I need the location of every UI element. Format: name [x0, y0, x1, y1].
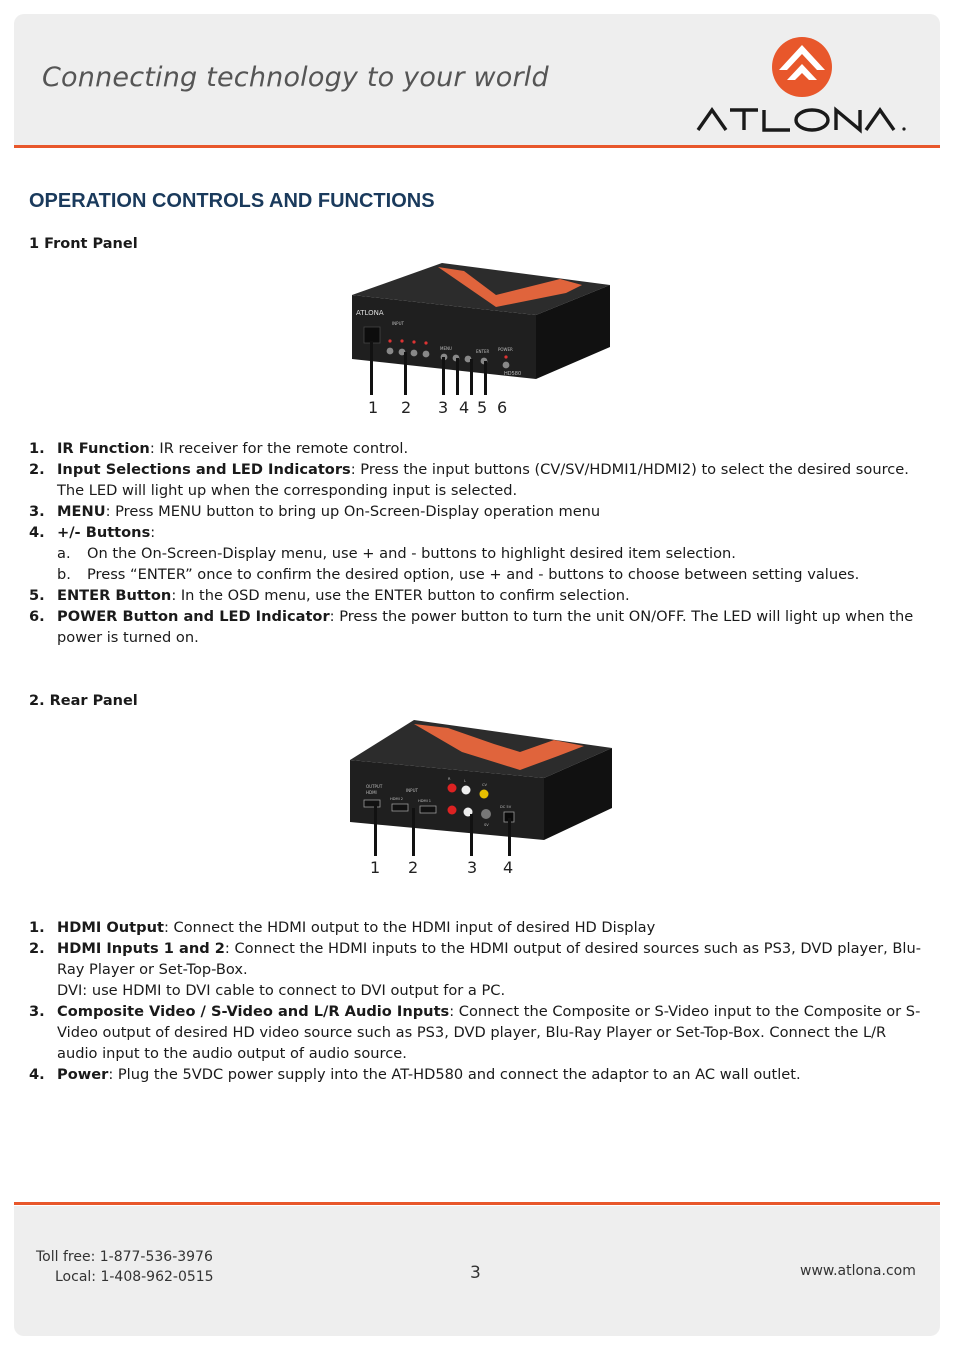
- list-item: [29, 522, 929, 585]
- list-item: [29, 938, 929, 1001]
- list-item: [29, 1001, 929, 1064]
- page-number: 3: [470, 1263, 481, 1283]
- list-text: : Connect the HDMI inputs to the HDMI output of desired sources such as PS3, DVD player, Blu-Ray Player or Set-Top-Box.: [57, 940, 921, 978]
- footer-toll-free: Toll free: 1-877-536-3976: [36, 1249, 213, 1265]
- rear-input-label: INPUT: [406, 788, 418, 793]
- list-term: HDMI Inputs 1 and 2: [57, 940, 225, 957]
- front-callout-2: 2: [401, 398, 412, 417]
- list-item: [29, 917, 929, 938]
- list-number: 1.: [29, 440, 45, 457]
- list-text: : Press MENU button to bring up On-Screen-Display operation menu: [105, 503, 601, 520]
- list-term: HDMI Output: [57, 919, 164, 936]
- list-term: Power: [57, 1066, 109, 1083]
- rear-callout-4: 4: [503, 858, 514, 877]
- list-number: 3.: [29, 1003, 45, 1020]
- rear-hdmi-label: HDMI: [366, 790, 377, 795]
- rear-panel-image: [344, 712, 616, 876]
- list-text: : Connect the Composite or S-Video input to the Composite or S-Video output of desired HD video source such as PS3, DVD player, Blu-Ray Player or Set-Top-Box. Connect the L/R audio input to the audio output of audio source.: [57, 1003, 921, 1062]
- rear-hdmi2-label: HDMI 2: [390, 797, 404, 801]
- list-term: +/- Buttons: [57, 524, 151, 541]
- list-item: [29, 1064, 929, 1085]
- list-term: MENU: [57, 503, 106, 520]
- list-number: 1.: [29, 919, 45, 936]
- rear-hdmi1-label: HDMI 1: [418, 799, 432, 803]
- rear-l-label: L: [464, 779, 467, 783]
- front-callout-1: 1: [368, 398, 379, 417]
- rear-cv-label: CV: [482, 783, 487, 787]
- list-term: Composite Video / S-Video and L/R Audio Inputs: [57, 1003, 450, 1020]
- list-item: [29, 585, 929, 606]
- sub-text: On the On-Screen-Display menu, use + and - buttons to highlight desired item selection.: [87, 545, 736, 562]
- list-item: [29, 501, 929, 522]
- device-menu-label: MENU: [440, 346, 452, 351]
- front-callout-3: 3: [438, 398, 449, 417]
- front-panel-title: 1 Front Panel: [29, 236, 138, 252]
- atlona-logo-icon: [770, 36, 834, 98]
- list-term: IR Function: [57, 440, 150, 457]
- rear-dc-label: DC 5V: [500, 805, 512, 809]
- rear-r-label: R: [448, 777, 451, 781]
- sub-letter: b.: [57, 566, 71, 583]
- list-number: 4.: [29, 524, 45, 541]
- list-number: 2.: [29, 940, 45, 957]
- list-extra-text: DVI: use HDMI to DVI cable to connect to DVI output for a PC.: [57, 982, 506, 999]
- list-number: 3.: [29, 503, 45, 520]
- list-item: [29, 606, 929, 648]
- list-text: : Connect the HDMI output to the HDMI input of desired HD Display: [163, 919, 656, 936]
- list-number: 5.: [29, 587, 45, 604]
- footer-website-link[interactable]: www.atlona.com: [800, 1263, 916, 1279]
- device-enter-label: ENTER: [476, 349, 490, 354]
- device-brand-text: ATLONA: [356, 309, 384, 317]
- front-callout-6: 6: [497, 398, 508, 417]
- footer-divider: [14, 1202, 940, 1205]
- footer-local-phone: Local: 1-408-962-0515: [55, 1269, 214, 1285]
- rear-callout-2: 2: [408, 858, 419, 877]
- sub-letter: a.: [57, 545, 71, 562]
- sub-list-item: [57, 543, 929, 564]
- rear-panel-title: 2. Rear Panel: [29, 693, 138, 709]
- list-term: ENTER Button: [57, 587, 172, 604]
- rear-callout-1: 1: [370, 858, 381, 877]
- list-term: Input Selections and LED Indicators: [57, 461, 351, 478]
- header-tagline: Connecting technology to your world: [42, 62, 549, 93]
- rear-sv-label: SV: [484, 823, 489, 827]
- front-panel-image: [346, 255, 616, 415]
- list-number: 2.: [29, 461, 45, 478]
- rear-panel-list: [29, 917, 929, 1085]
- list-term: POWER Button and LED Indicator: [57, 608, 330, 625]
- header-divider: [14, 145, 940, 148]
- rear-callout-3: 3: [467, 858, 478, 877]
- list-text: : Plug the 5VDC power supply into the AT-HD580 and connect the adaptor to an AC wall outlet.: [108, 1066, 801, 1083]
- section-title: OPERATION CONTROLS AND FUNCTIONS: [29, 190, 435, 212]
- sub-text: Press “ENTER” once to confirm the desired option, use + and - buttons to choose between setting values.: [87, 566, 860, 583]
- rear-output-label: OUTPUT: [366, 784, 383, 789]
- list-text: :: [150, 524, 156, 541]
- list-text: : IR receiver for the remote control.: [149, 440, 409, 457]
- list-number: 4.: [29, 1066, 45, 1083]
- device-power-label: POWER: [498, 347, 513, 352]
- front-callout-5: 5: [477, 398, 488, 417]
- list-text: : Press the input buttons (CV/SV/HDMI1/HDMI2) to select the desired source. The LED will light up when the corresponding input is selected.: [57, 461, 909, 499]
- device-model-label: HD580: [504, 371, 522, 377]
- front-callout-4: 4: [459, 398, 470, 417]
- list-item: [29, 459, 929, 501]
- device-input-label: INPUT: [392, 321, 404, 326]
- front-panel-list: [29, 438, 929, 648]
- sub-list-item: [57, 564, 929, 585]
- atlona-wordmark: [696, 106, 912, 134]
- list-item: [29, 438, 929, 459]
- list-number: 6.: [29, 608, 45, 625]
- list-text: : In the OSD menu, use the ENTER button to confirm selection.: [171, 587, 630, 604]
- list-text: : Press the power button to turn the unit ON/OFF. The LED will light up when the power is turned on.: [57, 608, 914, 646]
